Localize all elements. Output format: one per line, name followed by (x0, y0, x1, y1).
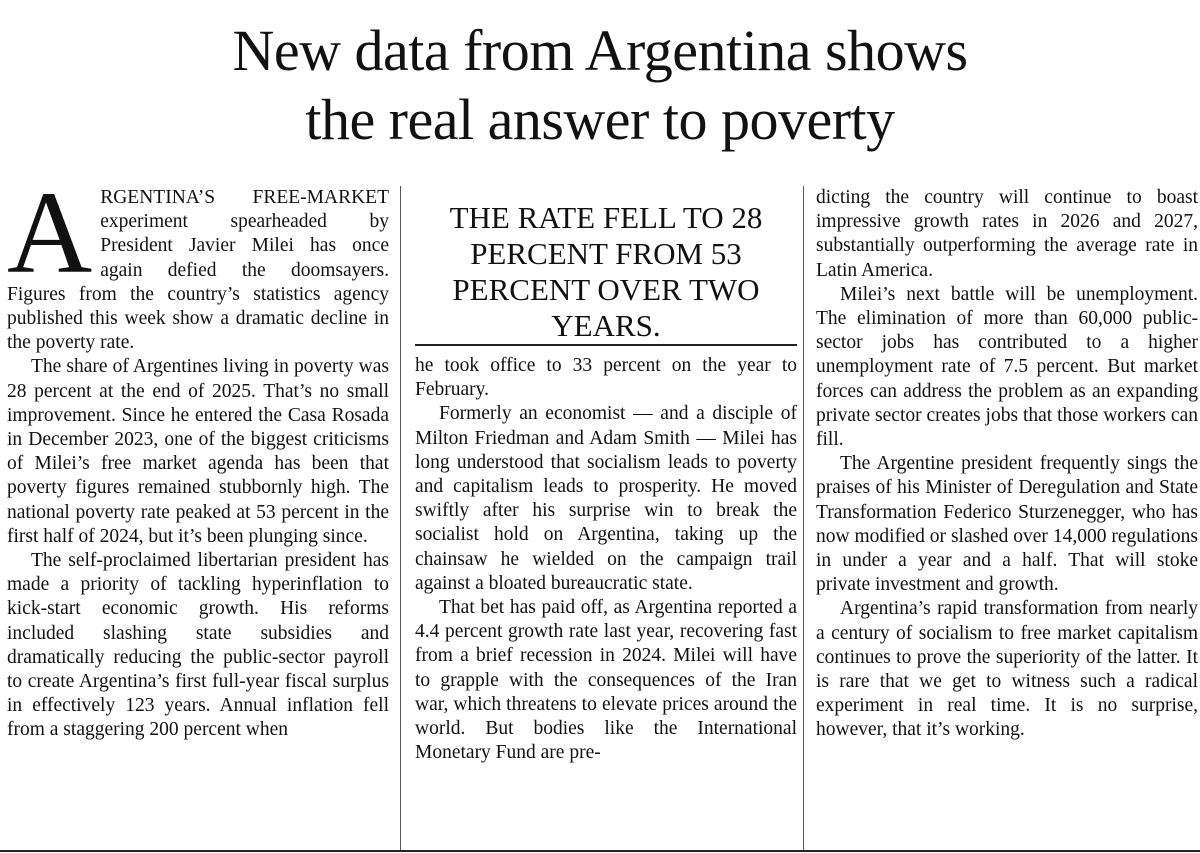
body-paragraph: The Argentine president frequently sings the praises of his Minister of Deregulation and State Transformation Federico Sturzenegger, who has now modified or slashed over 14,000 regulations in under a year and a half. That will stoke private investment and growth. (816, 453, 1198, 596)
article-column-2 (415, 186, 797, 765)
headline-line-1: New data from Argentina shows (232, 18, 968, 83)
body-paragraph: The share of Argentines living in poverty was 28 percent at the end of 2025. That’s no small improvement. Since he entered the Casa Rosada in December 2023, one of the biggest criticisms of Milei’s free market agenda has been that poverty figures remained stubbornly high. The national poverty rate peaked at 53 percent in the first half of 2024, but it’s been plunging since. (7, 356, 389, 547)
headline (0, 16, 1200, 154)
article-column-1 (7, 167, 389, 743)
opening-paragraph (7, 167, 389, 355)
column-divider (400, 186, 401, 850)
pull-quote: THE RATE FELL TO 28 PERCENT FROM 53 PERCENT OVER TWO YEARS. (415, 186, 797, 346)
body-paragraph: The self-proclaimed libertarian president has made a priority of tackling hyperinflation to kick-start economic growth. His reforms included slashing state subsidies and dramatically reducing the public-sector payroll to create Argentina’s first full-year fiscal surplus in effectively 123 years. Annual inflation fell from a staggering 200 percent when (7, 550, 389, 741)
bottom-rule (0, 850, 1200, 852)
opening-paragraph-text: RGENTINA’S FREE-MARKET experiment spearheaded by President Javier Milei has once again defied the doomsayers. Figures from the country’s statistics agency published this week show a dramatic decline in the poverty rate. (7, 187, 389, 354)
headline-line-2: the real answer to poverty (305, 87, 895, 152)
body-paragraph: Milei’s next battle will be unemployment. The elimination of more than 60,000 public-sector jobs has contributed to a higher unemployment rate of 7.5 percent. But market forces can address the problem as an expanding private sector creates jobs that those workers can fill. (816, 283, 1198, 451)
body-paragraph: dicting the country will continue to boast impressive growth rates in 2026 and 2027, substantially outperforming the average rate in Latin America. (816, 187, 1198, 281)
body-paragraph: he took office to 33 percent on the year to February. (415, 355, 797, 401)
article-column-3 (816, 186, 1198, 743)
body-paragraph: Formerly an economist — and a disciple of Milton Friedman and Adam Smith — Milei has long understood that socialism leads to poverty and capitalism leads to prosperity. He moved swiftly after his surprise win to break the socialist hold on Argentina, taking up the chainsaw he wielded on the campaign trail against a bloated bureaucratic state. (415, 403, 797, 594)
body-paragraph: That bet has paid off, as Argentina reported a 4.4 percent growth rate last year, recovering fast from a brief recession in 2024. Milei will have to grapple with the consequences of the Iran war, which threatens to elevate prices around the world. But bodies like the International Monetary Fund are pre- (415, 597, 797, 764)
column-divider (803, 186, 804, 850)
body-paragraph: Argentina’s rapid transformation from nearly a century of socialism to free market capitalism continues to prove the superiority of the latter. It is rare that we get to witness such a radical experiment in real time. It is no surprise, however, that it’s working. (816, 598, 1198, 741)
drop-cap: A (7, 167, 93, 298)
